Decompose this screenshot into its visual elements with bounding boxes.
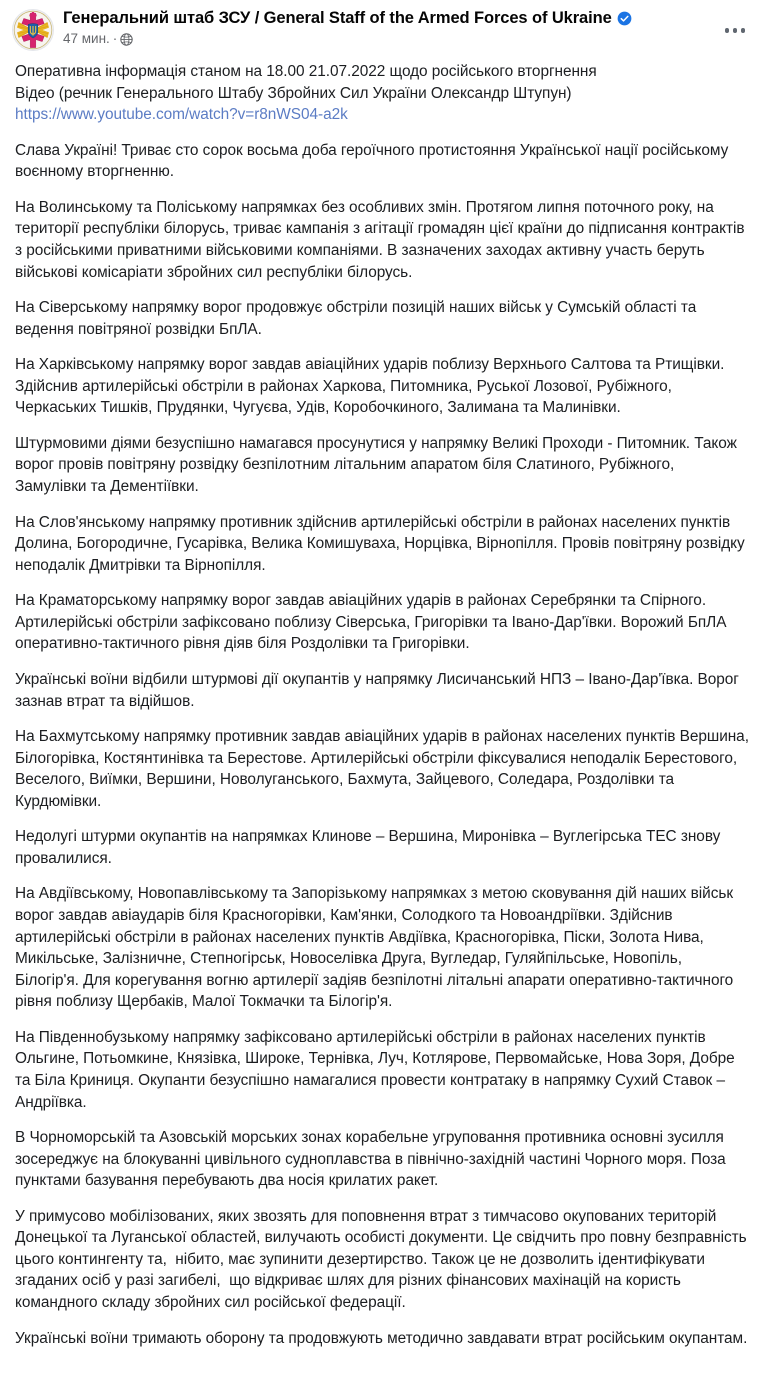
ukraine-general-staff-emblem-icon (13, 10, 53, 50)
avatar[interactable] (12, 9, 54, 51)
post-body (0, 55, 765, 1359)
paragraph-pivdennyi-buh: На Південнобузькому напрямку зафіксовано артилерійські обстріли в районах населених пунктів Ольгине, Потьомкине, Князівка, Широке, Тернівка, Луч, Котлярове, Первомайське, Нова Зоря, Добре та Біла Криниця. Окупанти безуспішно намагалися провести контратаку в напрямку Сухий Ставок – Андріївка. (15, 1028, 739, 1111)
menu-dot (733, 28, 738, 33)
page-name[interactable]: Генеральний штаб ЗСУ / General Staff of the Armed Forces of Ukraine (63, 9, 612, 27)
paragraph-forced-mobilized: У примусово мобілізованих, яких звозять для поповнення втрат з тимчасово окупованих територій Донецької та Луганської областей, вилучають особисті документи. Це свідчить про повну безправність цього контингенту та, нібито, має зупинити дезертирство. Також це не дозволить ідентифікувати згаданих осіб у разі загибелі, що відкриває шлях для різних фінансових махінацій на користь командного складу збройних сил російської федерації. (15, 1207, 751, 1311)
post-header (0, 0, 765, 55)
post-meta (63, 31, 632, 47)
menu-dot (725, 28, 730, 33)
post-timestamp[interactable]: 47 мин. (63, 31, 110, 47)
paragraph-volyn-polissia: На Волинському та Поліському напрямках без особливих змін. Протягом липня поточного року, на території республіки білорусь, триває кампанія з агітації громадян цієї країни до підписання контрактів з російськими приватними військовими компаніями. В зазначених заходах активну участь беруть військові комісаріати збройних сил республіки білорусь. (15, 198, 749, 281)
post-options-menu-button[interactable] (719, 22, 752, 39)
menu-dot (741, 28, 746, 33)
paragraph-siversk: На Сіверському напрямку ворог продовжує обстріли позицій наших військ у Сумській області та ведення повітряної розвідки БпЛА. (15, 299, 701, 338)
intro-line-2: Відео (речник Генерального Штабу Збройних Сил України Олександр Штупун) (15, 84, 572, 102)
post-author-block (63, 8, 632, 47)
paragraph-avdiivka-zaporizhzhia: На Авдіївському, Новопавлівському та Запорізькому напрямках з метою сковування дій наших військ ворог завдав авіаударів біля Красногорівки, Кам'янки, Солодкого та Новоандріївки. Здійснив артилерійські обстріли в районах населених пунктів Авдіївка, Красногорівка, Піски, Золота Нива, Микільське, Залізничне, Степногірськ, Новоселівка Друга, Вугледар, Гуляйпільське, Новопіль, Білогір'я. Для корегування вогню артилерії задіяв безпілотні літальні апарати оперативно-тактичного рівня поблизу Щербаків, Малої Токмачки та Білогір'я. (15, 885, 738, 1011)
paragraph-assault-actions: Штурмовими діями безуспішно намагався просунутися у напрямку Великі Проходи - Питомник. Також ворог провів повітряну розвідку безпілотним літальним апаратом біля Слатиного, Рубіжного, Замулівки та Дементіївки. (15, 434, 742, 495)
paragraph-final: Українські воїни тримають оборону та продовжують методично завдавати втрат російським окупантам. (15, 1329, 748, 1347)
author-name-row (63, 9, 632, 27)
paragraph-kharkiv: На Харківському напрямку ворог завдав авіаційних ударів поблизу Верхнього Салтова та Ртищівки. Здійснив артилерійські обстріли в районах Харкова, Питомника, Руської Лозової, Рубіжного, Черкаських Тишків, Прудянки, Чугуєва, Удів, Коробочкиного, Залимана та Малинівки. (15, 356, 729, 417)
paragraph-failed-assaults: Недолугі штурми окупантів на напрямках Клинове – Вершина, Миронівка – Вуглегірська ТЕС знову провалилися. (15, 828, 725, 867)
verified-badge-icon[interactable] (617, 11, 632, 26)
intro-line-1: Оперативна інформація станом на 18.00 21.07.2022 щодо російського вторгнення (15, 63, 597, 80)
globe-public-icon[interactable] (120, 33, 133, 46)
paragraph-slava: Слава Україні! Триває сто сорок восьма доба героїчного протистояння Української нації російському воєнному вторгненню. (15, 141, 733, 181)
youtube-link[interactable]: https://www.youtube.com/watch?v=r8nWS04-a2k (15, 106, 348, 124)
paragraph-black-azov-sea: В Чорноморській та Азовській морських зонах корабельне угруповання противника основні зусилля зосереджує на блокуванні цивільного судноплавства в північно-західній частині Чорного моря. Поза пунктами базування перебувають два носія крилатих ракет. (15, 1129, 730, 1190)
paragraph-kramatorsk: На Краматорському напрямку ворог завдав авіаційних ударів в районах Серебрянки та Спірного. Артилерійські обстріли зафіксовано поблизу Сіверська, Григорівки та Івано-Дар'ївки. Ворожий БпЛА оперативно-тактичного рівня діяв біля Роздолівки та Григорівки. (15, 592, 731, 653)
post-intro-block (15, 61, 749, 126)
paragraph-sloviansk: На Слов'янському напрямку противник здійснив артилерійські обстріли в районах населених пунктів Долина, Богородичне, Гусарівка, Велика Комишуваха, Норцівка, Вірнопілля. Провів повітряну розвідку неподалік Дмитрівки та Вірнопілля. (15, 513, 749, 574)
paragraph-lysychansk: Українські воїни відбили штурмові дії окупантів у напрямку Лисичанський НПЗ – Івано-Дар'ївка. Ворог зазнав втрат та відійшов. (15, 670, 744, 710)
meta-separator: · (112, 31, 118, 47)
paragraph-bakhmut: На Бахмутському напрямку противник завдав авіаційних ударів в районах населених пунктів Вершина, Білогорівка, Костянтинівка та Берестове. Артилерійські обстріли фіксувалися неподалік Берестового, Веселого, Виїмки, Вершини, Новолуганського, Бахмута, Зайцевого, Соледара, Роздолівки та Курдюмівки. (15, 728, 754, 810)
